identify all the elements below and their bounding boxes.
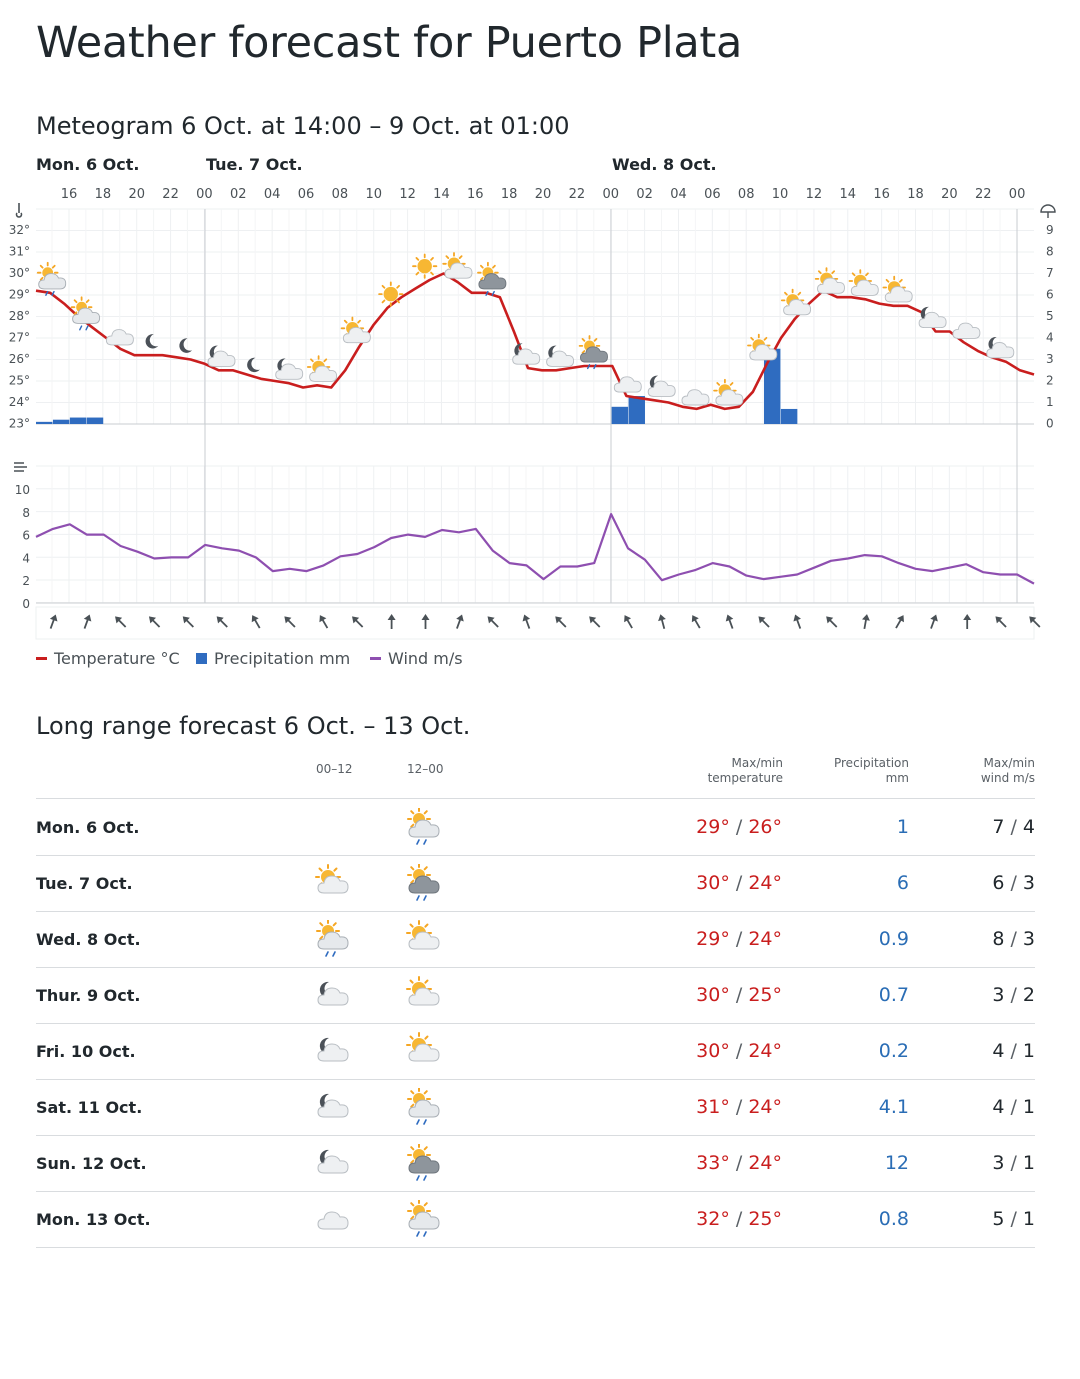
separator: / bbox=[729, 1152, 749, 1174]
period2-icon-cell bbox=[405, 1088, 443, 1130]
day-label-tue: Tue. 7 Oct. bbox=[206, 155, 303, 174]
sun-cloud-icon bbox=[314, 864, 352, 902]
wind-line bbox=[36, 514, 1034, 584]
temperature-cell bbox=[696, 984, 782, 1006]
wind-min: 1 bbox=[1022, 1040, 1035, 1062]
hour-tick-label: 14 bbox=[433, 187, 450, 202]
max-temperature: 29° bbox=[696, 816, 730, 838]
meteogram-cloud-icon bbox=[682, 390, 709, 405]
forecast-row bbox=[36, 855, 1035, 912]
period1-icon-cell bbox=[314, 920, 352, 962]
precipitation-value: 1 bbox=[896, 816, 909, 838]
temperature-cell bbox=[696, 1040, 782, 1062]
precip-axis-label: 8 bbox=[1046, 244, 1054, 259]
meteogram-moon-icon bbox=[179, 338, 192, 352]
separator: / bbox=[1004, 872, 1023, 894]
wind-cell bbox=[992, 984, 1035, 1006]
header-precipitation-line1: Precipitation bbox=[833, 756, 909, 770]
temp-axis-label: 27° bbox=[8, 330, 30, 345]
meteogram-cloud-icon bbox=[106, 330, 133, 345]
period1-icon-cell bbox=[314, 1032, 352, 1074]
header-period-1: 00–12 bbox=[316, 762, 353, 776]
forecast-row bbox=[36, 1079, 1035, 1136]
wind-cell bbox=[992, 1208, 1035, 1230]
period1-icon-cell bbox=[314, 1088, 352, 1130]
period2-icon-cell bbox=[405, 808, 443, 850]
meteogram-sun-cloud-icon bbox=[443, 253, 472, 278]
temp-axis-label: 23° bbox=[8, 416, 30, 431]
temperature-cell bbox=[696, 1208, 782, 1230]
separator: / bbox=[1004, 1152, 1023, 1174]
header-period-2: 12–00 bbox=[407, 762, 444, 776]
umbrella-icon bbox=[1041, 205, 1055, 218]
header-precipitation-line2: mm bbox=[885, 771, 909, 785]
temp-axis-label: 30° bbox=[8, 266, 30, 280]
hour-tick-label: 00 bbox=[196, 187, 213, 202]
wind-max: 3 bbox=[992, 1152, 1005, 1174]
thermometer-icon bbox=[17, 203, 22, 217]
legend-wind bbox=[370, 649, 463, 668]
period2-icon-cell bbox=[405, 864, 443, 906]
max-temperature: 31° bbox=[696, 1096, 730, 1118]
wind-cell bbox=[992, 816, 1035, 838]
wind-min: 1 bbox=[1022, 1096, 1035, 1118]
meteogram-sun-icon bbox=[379, 282, 402, 305]
wind-axis-label: 10 bbox=[14, 483, 30, 497]
separator: / bbox=[1004, 984, 1023, 1006]
precipitation-bar bbox=[612, 407, 628, 424]
forecast-day: Fri. 10 Oct. bbox=[36, 1042, 136, 1061]
wind-min: 4 bbox=[1022, 816, 1035, 838]
wind-axis-label: 4 bbox=[22, 551, 30, 566]
temperature-cell bbox=[696, 1152, 782, 1174]
separator: / bbox=[729, 872, 749, 894]
separator: / bbox=[729, 1096, 749, 1118]
moon-cloud-icon bbox=[314, 1088, 352, 1126]
separator: / bbox=[1004, 928, 1023, 950]
hour-tick-label: 08 bbox=[737, 187, 755, 202]
temp-axis-label: 28° bbox=[8, 309, 30, 323]
forecast-day: Mon. 6 Oct. bbox=[36, 818, 140, 837]
temperature-cell bbox=[696, 816, 782, 838]
header-temperature bbox=[708, 756, 783, 786]
period2-icon-cell bbox=[405, 920, 443, 962]
forecast-day: Sat. 11 Oct. bbox=[36, 1098, 143, 1117]
wind-axis-label: 6 bbox=[22, 528, 30, 543]
meteogram-sun-cloud-icon bbox=[816, 268, 845, 293]
min-temperature: 24° bbox=[748, 872, 782, 894]
period1-icon-cell bbox=[314, 864, 352, 906]
separator: / bbox=[729, 1040, 749, 1062]
precip-axis-label: 9 bbox=[1046, 223, 1054, 237]
precipitation-bar bbox=[70, 418, 86, 424]
hour-tick-label: 20 bbox=[128, 187, 145, 202]
hour-tick-label: 06 bbox=[704, 187, 721, 202]
precipitation-value: 4.1 bbox=[878, 1096, 909, 1118]
separator: / bbox=[729, 816, 749, 838]
forecast-row bbox=[36, 1191, 1035, 1248]
hour-tick-label: 22 bbox=[974, 187, 992, 202]
separator: / bbox=[729, 984, 749, 1006]
hour-tick-label: 16 bbox=[467, 187, 484, 202]
wind-cell bbox=[992, 928, 1035, 950]
precip-axis-label: 7 bbox=[1046, 266, 1054, 280]
wind-max: 6 bbox=[992, 872, 1005, 894]
sun-cloud-icon bbox=[405, 976, 443, 1014]
temp-axis-label: 29° bbox=[8, 287, 30, 302]
meteogram-title: Meteogram 6 Oct. at 14:00 – 9 Oct. at 01:00 bbox=[36, 112, 570, 140]
wind-axis-label: 8 bbox=[22, 505, 30, 520]
period2-icon-cell bbox=[405, 1144, 443, 1186]
period2-icon-cell bbox=[405, 1200, 443, 1242]
header-wind-line2: wind m/s bbox=[980, 771, 1035, 785]
header-precipitation bbox=[834, 756, 909, 786]
precipitation-bar bbox=[629, 396, 645, 424]
min-temperature: 24° bbox=[748, 1152, 782, 1174]
legend-precipitation-label: Precipitation mm bbox=[214, 649, 351, 668]
precip-axis-label: 2 bbox=[1046, 373, 1054, 388]
temperature-line bbox=[36, 274, 1034, 409]
dark-cloud-rain-icon bbox=[405, 1144, 443, 1182]
sun-cloud-rain-icon bbox=[405, 1088, 443, 1126]
wind-max: 3 bbox=[992, 984, 1005, 1006]
temp-axis-label: 31° bbox=[8, 244, 30, 259]
precipitation-value: 6 bbox=[896, 872, 909, 894]
precipitation-bar bbox=[36, 422, 52, 424]
precip-axis-label: 4 bbox=[1046, 330, 1054, 345]
wind-cell bbox=[992, 1040, 1035, 1062]
hour-tick-label: 04 bbox=[670, 187, 687, 202]
separator: / bbox=[1004, 1096, 1023, 1118]
wind-direction-row bbox=[36, 607, 1034, 639]
meteogram-chart bbox=[0, 180, 1080, 645]
precipitation-bar bbox=[87, 418, 103, 424]
hour-tick-label: 00 bbox=[1008, 187, 1026, 202]
hour-tick-label: 10 bbox=[771, 187, 789, 202]
temperature-cell bbox=[696, 1096, 782, 1118]
wind-min: 1 bbox=[1022, 1208, 1035, 1230]
page-title: Weather forecast for Puerto Plata bbox=[36, 18, 743, 68]
header-temperature-line2: temperature bbox=[707, 771, 783, 785]
max-temperature: 30° bbox=[696, 984, 730, 1006]
wind-cell bbox=[992, 1152, 1035, 1174]
hour-tick-label: 20 bbox=[534, 187, 552, 202]
precipitation-value: 0.9 bbox=[878, 928, 909, 950]
wind-icon bbox=[14, 463, 27, 471]
separator: / bbox=[729, 1208, 749, 1230]
hour-tick-label: 16 bbox=[873, 187, 890, 202]
wind-max: 5 bbox=[992, 1208, 1005, 1230]
meteogram-cloud-icon bbox=[953, 323, 980, 338]
forecast-day: Sun. 12 Oct. bbox=[36, 1154, 147, 1173]
hour-tick-label: 10 bbox=[365, 187, 383, 202]
legend-precipitation bbox=[196, 649, 350, 668]
max-temperature: 29° bbox=[696, 928, 730, 950]
wind-min: 3 bbox=[1022, 928, 1035, 950]
sun-cloud-icon bbox=[405, 1032, 443, 1070]
meteogram-sun-cloud-icon bbox=[714, 380, 743, 405]
header-wind bbox=[981, 756, 1035, 786]
dark-cloud-rain-icon bbox=[405, 864, 443, 902]
separator: / bbox=[1004, 816, 1023, 838]
sun-cloud-rain-icon bbox=[405, 808, 443, 846]
precipitation-bar bbox=[781, 409, 797, 424]
max-temperature: 30° bbox=[696, 872, 730, 894]
wind-min: 1 bbox=[1022, 1152, 1035, 1174]
meteogram-sun-cloud-icon bbox=[883, 277, 912, 302]
legend-precipitation-swatch bbox=[196, 653, 207, 664]
hour-tick-label: 08 bbox=[331, 187, 349, 202]
period1-icon-cell bbox=[314, 1144, 352, 1186]
sun-cloud-icon bbox=[405, 920, 443, 958]
forecast-row bbox=[36, 967, 1035, 1024]
forecast-row bbox=[36, 911, 1035, 968]
precip-axis-label: 3 bbox=[1046, 352, 1054, 366]
temp-axis-label: 24° bbox=[8, 395, 30, 409]
period1-icon-cell bbox=[314, 1200, 352, 1242]
moon-cloud-icon bbox=[314, 976, 352, 1014]
max-temperature: 30° bbox=[696, 1040, 730, 1062]
forecast-row bbox=[36, 1023, 1035, 1080]
precipitation-value: 0.7 bbox=[878, 984, 909, 1006]
wind-cell bbox=[992, 872, 1035, 894]
precipitation-value: 0.8 bbox=[878, 1208, 909, 1230]
precip-axis-label: 5 bbox=[1046, 309, 1054, 323]
moon-cloud-icon bbox=[314, 1144, 352, 1182]
hour-tick-label: 16 bbox=[60, 187, 78, 202]
hour-tick-label: 18 bbox=[907, 187, 924, 202]
forecast-row bbox=[36, 799, 1035, 856]
header-wind-line1: Max/min bbox=[983, 756, 1035, 770]
precip-axis-label: 0 bbox=[1046, 416, 1054, 431]
header-temperature-line1: Max/min bbox=[731, 756, 783, 770]
legend-temperature-swatch bbox=[36, 657, 47, 660]
hour-tick-label: 12 bbox=[399, 187, 416, 202]
forecast-row bbox=[36, 1135, 1035, 1192]
sun-cloud-rain-icon bbox=[405, 1200, 443, 1238]
meteogram-sun-cloud-icon bbox=[342, 318, 371, 343]
hour-tick-label: 02 bbox=[636, 187, 653, 202]
hour-tick-label: 02 bbox=[230, 187, 247, 202]
precipitation-bar bbox=[53, 420, 69, 424]
legend-temperature-label: Temperature °C bbox=[54, 649, 180, 668]
hour-tick-label: 22 bbox=[568, 187, 586, 202]
min-temperature: 25° bbox=[748, 984, 782, 1006]
max-temperature: 32° bbox=[696, 1208, 730, 1230]
hour-tick-label: 12 bbox=[805, 187, 823, 202]
period1-icon-cell bbox=[314, 976, 352, 1018]
period2-icon-cell bbox=[405, 976, 443, 1018]
legend-wind-label: Wind m/s bbox=[388, 649, 463, 668]
temp-axis-label: 25° bbox=[8, 373, 30, 388]
temperature-cell bbox=[696, 872, 782, 894]
cloud-icon bbox=[314, 1200, 352, 1238]
forecast-day: Tue. 7 Oct. bbox=[36, 874, 133, 893]
long-range-title: Long range forecast 6 Oct. – 13 Oct. bbox=[36, 712, 471, 740]
period2-icon-cell bbox=[405, 1032, 443, 1074]
legend-wind-swatch bbox=[370, 657, 381, 660]
meteogram-moon-icon bbox=[146, 334, 159, 348]
day-label-wed: Wed. 8 Oct. bbox=[612, 155, 717, 174]
temperature-cell bbox=[696, 928, 782, 950]
separator: / bbox=[1004, 1040, 1023, 1062]
min-temperature: 24° bbox=[748, 1096, 782, 1118]
wind-max: 7 bbox=[992, 816, 1005, 838]
moon-cloud-icon bbox=[314, 1032, 352, 1070]
meteogram-sun-icon bbox=[413, 255, 436, 278]
min-temperature: 24° bbox=[748, 1040, 782, 1062]
precipitation-value: 12 bbox=[884, 1152, 909, 1174]
separator: / bbox=[1004, 1208, 1023, 1230]
hour-tick-label: 00 bbox=[602, 187, 620, 202]
forecast-day: Wed. 8 Oct. bbox=[36, 930, 141, 949]
hour-tick-label: 14 bbox=[839, 187, 857, 202]
separator: / bbox=[729, 928, 749, 950]
wind-max: 4 bbox=[992, 1096, 1005, 1118]
min-temperature: 25° bbox=[748, 1208, 782, 1230]
hour-tick-label: 22 bbox=[162, 187, 179, 202]
temp-axis-label: 32° bbox=[8, 223, 30, 237]
wind-min: 2 bbox=[1022, 984, 1035, 1006]
min-temperature: 26° bbox=[748, 816, 782, 838]
precip-axis-label: 1 bbox=[1046, 395, 1054, 409]
forecast-day: Thur. 9 Oct. bbox=[36, 986, 141, 1005]
wind-axis-label: 2 bbox=[22, 574, 30, 589]
legend-temperature bbox=[36, 649, 180, 668]
wind-max: 8 bbox=[992, 928, 1005, 950]
hour-tick-label: 18 bbox=[94, 187, 112, 202]
precipitation-value: 0.2 bbox=[878, 1040, 909, 1062]
hour-tick-label: 20 bbox=[941, 187, 958, 202]
precip-axis-label: 6 bbox=[1046, 287, 1054, 302]
hour-tick-label: 18 bbox=[500, 187, 518, 202]
hour-tick-label: 06 bbox=[297, 187, 315, 202]
max-temperature: 33° bbox=[696, 1152, 730, 1174]
wind-max: 4 bbox=[992, 1040, 1005, 1062]
wind-axis-label: 0 bbox=[22, 597, 30, 611]
day-label-mon: Mon. 6 Oct. bbox=[36, 155, 140, 174]
wind-min: 3 bbox=[1022, 872, 1035, 894]
sun-cloud-rain-icon bbox=[314, 920, 352, 958]
min-temperature: 24° bbox=[748, 928, 782, 950]
meteogram-sun-cloud-icon bbox=[782, 290, 811, 315]
wind-cell bbox=[992, 1096, 1035, 1118]
hour-tick-label: 04 bbox=[263, 187, 281, 202]
temp-axis-label: 26° bbox=[8, 352, 30, 366]
forecast-day: Mon. 13 Oct. bbox=[36, 1210, 151, 1229]
